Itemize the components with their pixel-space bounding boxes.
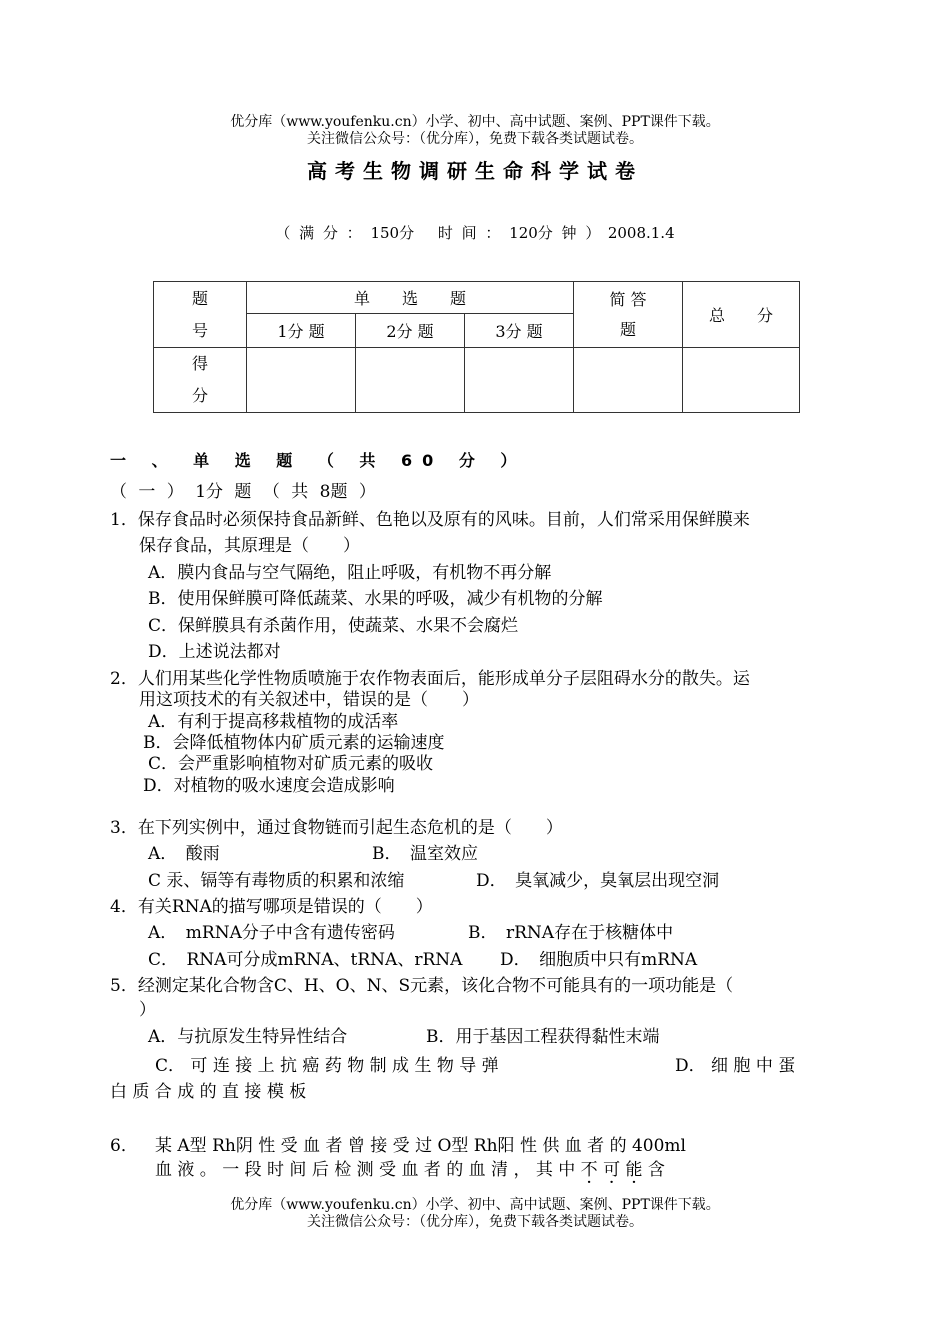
- q3-stem: 3．在下列实例中，通过食物链而引起生态危机的是（ ）: [110, 818, 563, 838]
- score-cell-sub3: [465, 348, 574, 413]
- q5-option-b: B．用于基因工程获得黏性末端: [426, 1027, 660, 1047]
- q1-option-b: B．使用保鲜膜可降低蔬菜、水果的呼吸，减少有机物的分解: [148, 589, 603, 609]
- section-title: 一 、 单 选 题 （ 共 60 分 ）: [110, 451, 527, 470]
- q1-stem-line1: 1．保存食品时必须保持食品新鲜、色艳以及原有的风味。目前，人们常采用保鲜膜来: [110, 510, 750, 530]
- q1-option-d: D．上述说法都对: [148, 642, 281, 662]
- q2-option-b: B．会降低植物体内矿质元素的运输速度: [143, 733, 445, 753]
- q6-stem-line2: [155, 1159, 665, 1181]
- q5-option-d-continued: 白 质 合 成 的 直 接 模 板: [110, 1082, 307, 1102]
- table-header-jianda: 简 答 题: [574, 282, 683, 348]
- table-header-zongfen: 总 分: [683, 282, 800, 348]
- q3-option-c: C 汞、镉等有毒物质的积累和浓缩: [148, 871, 405, 891]
- sub-section-title: （ 一 ） 1分 题 （ 共 8题 ）: [110, 482, 376, 502]
- header-line-1: 优分库（www.youfenku.cn）小学、初中、高中试题、案例、PPT课件下载。: [230, 114, 720, 130]
- q1-option-c: C．保鲜膜具有杀菌作用，使蔬菜、水果不会腐烂: [148, 616, 519, 636]
- q1-stem-line2: 保存食品，其原理是（ ）: [139, 536, 360, 556]
- score-cell-sub1: [247, 348, 356, 413]
- q6-stem-tail: 含: [642, 1160, 665, 1180]
- table-header-sub1: 1分 题: [247, 314, 356, 348]
- q5-stem-line1: 5．经测定某化合物含C、H、O、N、S元素，该化合物不可能具有的一项功能是（: [110, 976, 734, 996]
- emphasis-char: 不: [580, 1160, 598, 1180]
- q6-stem-line1: 某 A型 Rh阴 性 受 血 者 曾 接 受 过 O型 Rh阳 性 供 血 者 的 400ml: [155, 1136, 686, 1156]
- score-cell-sub2: [356, 348, 465, 413]
- score-table: [153, 281, 800, 413]
- q2-stem-line2: 用这项技术的有关叙述中，错误的是（ ）: [139, 690, 479, 710]
- table-header-danxuan: 单 选 题: [247, 282, 574, 314]
- q2-option-a: A．有利于提高移栽植物的成活率: [148, 712, 399, 732]
- q5-option-d: D． 细 胞 中 蛋: [675, 1056, 796, 1076]
- q6-number: 6．: [110, 1136, 138, 1156]
- score-cell-total: [683, 348, 800, 413]
- q4-option-d: D． 细胞质中只有mRNA: [500, 950, 698, 970]
- exam-info: （ 满 分 ： 150分 时 间 ： 120分 钟 ） 2008.1.4: [275, 224, 675, 242]
- q4-stem: 4．有关RNA的描写哪项是错误的（ ）: [110, 897, 433, 917]
- q5-stem-line2: ）: [139, 1000, 156, 1020]
- header-line-2: 关注微信公众号：（优分库），免费下载各类试题试卷。: [307, 131, 643, 147]
- q3-option-a: A． 酸雨: [148, 844, 220, 864]
- emphasis-char: 能: [625, 1160, 643, 1180]
- q4-option-a: A． mRNA分子中含有遗传密码: [148, 923, 395, 943]
- q4-option-b: B． rRNA存在于核糖体中: [468, 923, 674, 943]
- score-cell-jianda: [574, 348, 683, 413]
- q2-stem-line1: 2．人们用某些化学性物质喷施于农作物表面后，能形成单分子层阻碍水分的散失。运: [110, 669, 750, 689]
- q1-option-a: A．膜内食品与空气隔绝，阻止呼吸，有机物不再分解: [148, 563, 552, 583]
- q3-option-d: D． 臭氧减少，臭氧层出现空洞: [476, 871, 720, 891]
- footer-line-2: 关注微信公众号：（优分库），免费下载各类试题试卷。: [307, 1214, 643, 1230]
- table-header-sub2: 2分 题: [356, 314, 465, 348]
- footer-line-1: 优分库（www.youfenku.cn）小学、初中、高中试题、案例、PPT课件下载。: [230, 1197, 720, 1213]
- q6-stem-text: 血 液 。 一 段 时 间 后 检 测 受 血 者 的 血 清 ， 其 中: [155, 1160, 581, 1180]
- emphasis-char: 可: [603, 1160, 621, 1180]
- q5-option-c: C． 可 连 接 上 抗 癌 药 物 制 成 生 物 导 弹: [155, 1056, 499, 1076]
- exam-title: 高考生物调研生命科学试卷: [307, 159, 643, 183]
- table-header-sub3: 3分 题: [465, 314, 574, 348]
- q5-option-a: A．与抗原发生特异性结合: [148, 1027, 348, 1047]
- q2-option-d: D．对植物的吸水速度会造成影响: [143, 776, 395, 796]
- q2-option-c: C．会严重影响植物对矿质元素的吸收: [148, 754, 434, 774]
- q4-option-c: C． RNA可分成mRNA、tRNA、rRNA: [148, 950, 463, 970]
- table-defen: 得 分: [154, 348, 247, 413]
- table-header-tihao: 题 号: [154, 282, 247, 348]
- q3-option-b: B． 温室效应: [372, 844, 478, 864]
